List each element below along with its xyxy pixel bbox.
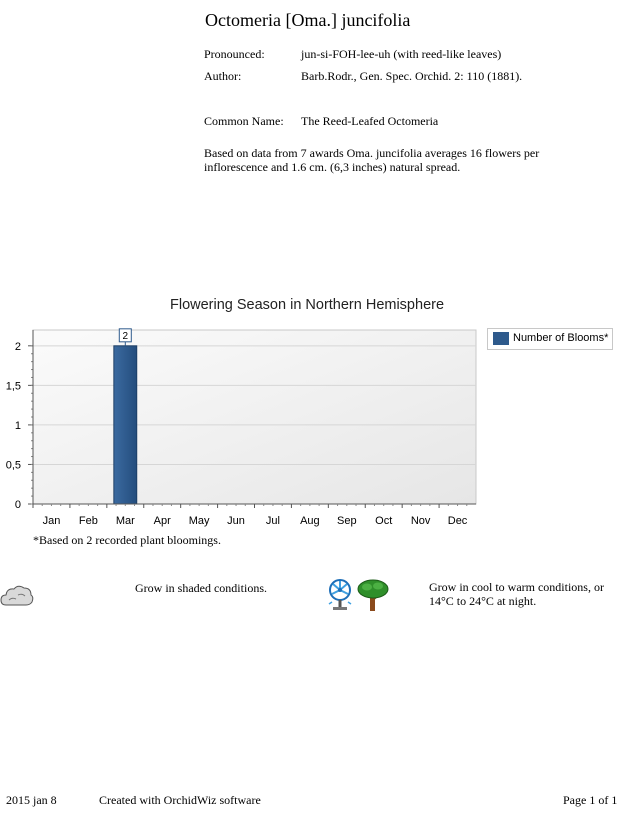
flowering-chart (0, 320, 480, 530)
x-tick-label: Sep (337, 515, 357, 527)
x-tick-label: Oct (375, 515, 393, 527)
pronounced-value: jun-si-FOH-lee-uh (with reed-like leaves) (301, 47, 502, 61)
chart-footnote: *Based on 2 recorded plant bloomings. (33, 533, 221, 547)
author-value: Barb.Rodr., Gen. Spec. Orchid. 2: 110 (1881). (301, 69, 523, 83)
plot-area (33, 330, 476, 504)
legend-label: Number of Blooms* (513, 332, 609, 344)
fan-icon (327, 578, 355, 612)
light-condition-text: Grow in shaded conditions. (135, 581, 267, 595)
pronounced-label: Pronounced: (204, 47, 265, 61)
x-tick-label: Feb (78, 515, 98, 527)
x-tick-label: May (188, 515, 210, 527)
data-label: 2 (122, 330, 129, 342)
x-tick-label: Apr (153, 515, 171, 527)
x-tick-label: Nov (410, 515, 431, 527)
x-tick-label: Dec (447, 515, 468, 527)
author-label: Author: (204, 69, 242, 83)
common-name-value: The Reed-Leafed Octomeria (301, 114, 439, 128)
y-tick-label: 1,5 (5, 380, 21, 393)
bar (114, 346, 137, 504)
y-tick-label: 1 (14, 419, 21, 432)
awards-summary: Based on data from 7 awards Oma. juncifolia averages 16 flowers per inflorescence and 1.6 cm. (6,3 inches) natural spread. (204, 146, 540, 174)
x-tick-label: Jun (227, 515, 245, 527)
page-title: Octomeria [Oma.] juncifolia (205, 10, 411, 30)
x-tick-label: Jan (42, 515, 61, 527)
chart-title: Flowering Season in Northern Hemisphere (170, 297, 445, 313)
footer-page: Page 1 of 1 (563, 793, 618, 807)
chart-legend (487, 328, 613, 350)
legend-swatch (493, 332, 509, 345)
y-tick-label: 2 (14, 340, 21, 353)
x-tick-label: Aug (300, 515, 320, 527)
y-tick-label: 0,5 (5, 459, 21, 472)
common-name-label: Common Name: (204, 114, 284, 128)
tree-icon (356, 578, 390, 612)
temperature-condition-text: Grow in cool to warm conditions, or 14°C to 24°C at night. (429, 580, 604, 608)
x-tick-label: Mar (115, 515, 135, 527)
footer-date: 2015 jan 8 (6, 793, 57, 807)
y-tick-label: 0 (14, 499, 21, 511)
x-tick-label: Jul (265, 515, 280, 527)
footer-created: Created with OrchidWiz software (99, 793, 261, 807)
cloud-icon (0, 583, 34, 609)
